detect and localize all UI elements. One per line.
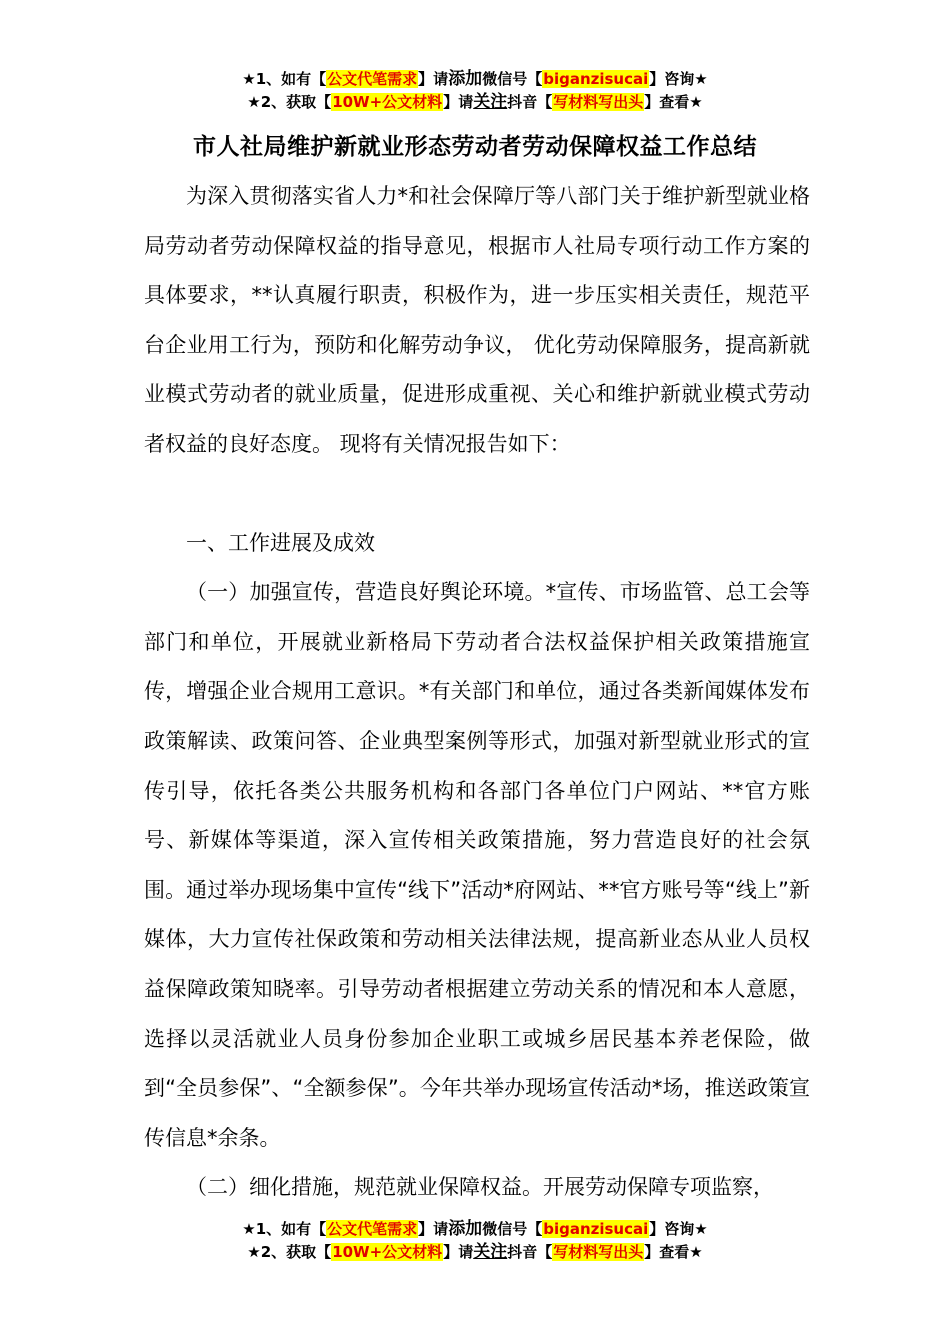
highlight-materials: 10W+公文材料: [332, 93, 443, 111]
highlight-service: 公文代笔需求: [327, 70, 418, 88]
promo-line-2: [0, 1241, 950, 1264]
promo-text: 】请: [443, 1243, 474, 1261]
promo-text: 】请: [418, 1220, 449, 1238]
highlight-douyin-account: 写材料写出头: [553, 93, 644, 111]
promo-text: 】查看★: [644, 93, 703, 111]
promo-line-2: [0, 91, 950, 114]
promo-emphasis: 关注: [473, 1242, 508, 1262]
promo-line-1: [0, 1218, 950, 1241]
highlight-wechat-id: biganzisucai: [543, 1220, 649, 1238]
promo-text: ★2、获取【: [247, 93, 332, 111]
document-body: [144, 172, 810, 1213]
section-heading: 一、工作进展及成效: [186, 530, 375, 555]
header-promo-banner: [0, 68, 950, 114]
intro-paragraph: 为深入贯彻落实省人力*和社会保障厅等八部门关于维护新型就业格局劳动者劳动保障权益的指导意见，根据市人社局专项行动工作方案的具体要求，**认真履行职责，积极作为，进一步压实相关责任，规范平台企业用工行为，预防和化解劳动争议， 优化劳动保障服务，提高新就业模式劳动者的就业质量，促进形成重视、关心和维护新就业模式劳动者权益的良好态度。 现将有关情况报告如下：: [144, 184, 810, 456]
promo-text: ★2、获取【: [247, 1243, 332, 1261]
promo-line-1: [0, 68, 950, 91]
promo-text: 微信号【: [482, 70, 543, 88]
highlight-douyin-account: 写材料写出头: [553, 1243, 644, 1261]
body-paragraph: （一）加强宣传，营造良好舆论环境。*宣传、市场监管、总工会等部门和单位，开展就业新格局下劳动者合法权益保护相关政策措施宣传，增强企业合规用工意识。*有关部门和单位，通过各类新闻媒体发布政策解读、政策问答、企业典型案例等形式，加强对新型就业形式的宣传引导，依托各类公共服务机构和各部门各单位门户网站、**官方账号、新媒体等渠道，深入宣传相关政策措施，努力营造良好的社会氛围。通过举办现场集中宣传“线下”活动*府网站、**官方账号等“线上”新媒体，大力宣传社保政策和劳动相关法律法规，提高新业态从业人员权益保障政策知晓率。引导劳动者根据建立劳动关系的情况和本人意愿，选择以灵活就业人员身份参加企业职工或城乡居民基本养老保险，做到“全员参保”、“全额参保”。今年共举办现场宣传活动*场，推送政策宣传信息*余条。: [144, 580, 810, 1150]
promo-text: 】请: [418, 70, 449, 88]
promo-text: 微信号【: [482, 1220, 543, 1238]
promo-text: 抖音【: [507, 93, 553, 111]
highlight-service: 公文代笔需求: [327, 1220, 418, 1238]
body-paragraph: （二）细化措施，规范就业保障权益。开展劳动保障专项监察，: [186, 1175, 774, 1200]
promo-text: 】咨询★: [649, 1220, 708, 1238]
promo-emphasis: 关注: [473, 92, 508, 112]
highlight-wechat-id: biganzisucai: [543, 70, 649, 88]
promo-emphasis: 添加: [448, 69, 483, 89]
promo-emphasis: 添加: [448, 1219, 483, 1239]
footer-promo-banner: [0, 1218, 950, 1264]
promo-text: 】查看★: [644, 1243, 703, 1261]
promo-text: 抖音【: [507, 1243, 553, 1261]
promo-text: ★1、如有【: [242, 70, 327, 88]
promo-text: ★1、如有【: [242, 1220, 327, 1238]
document-title: 市人社局维护新就业形态劳动者劳动保障权益工作总结: [193, 134, 757, 160]
promo-text: 】咨询★: [649, 70, 708, 88]
promo-text: 】请: [443, 93, 474, 111]
highlight-materials: 10W+公文材料: [332, 1243, 443, 1261]
